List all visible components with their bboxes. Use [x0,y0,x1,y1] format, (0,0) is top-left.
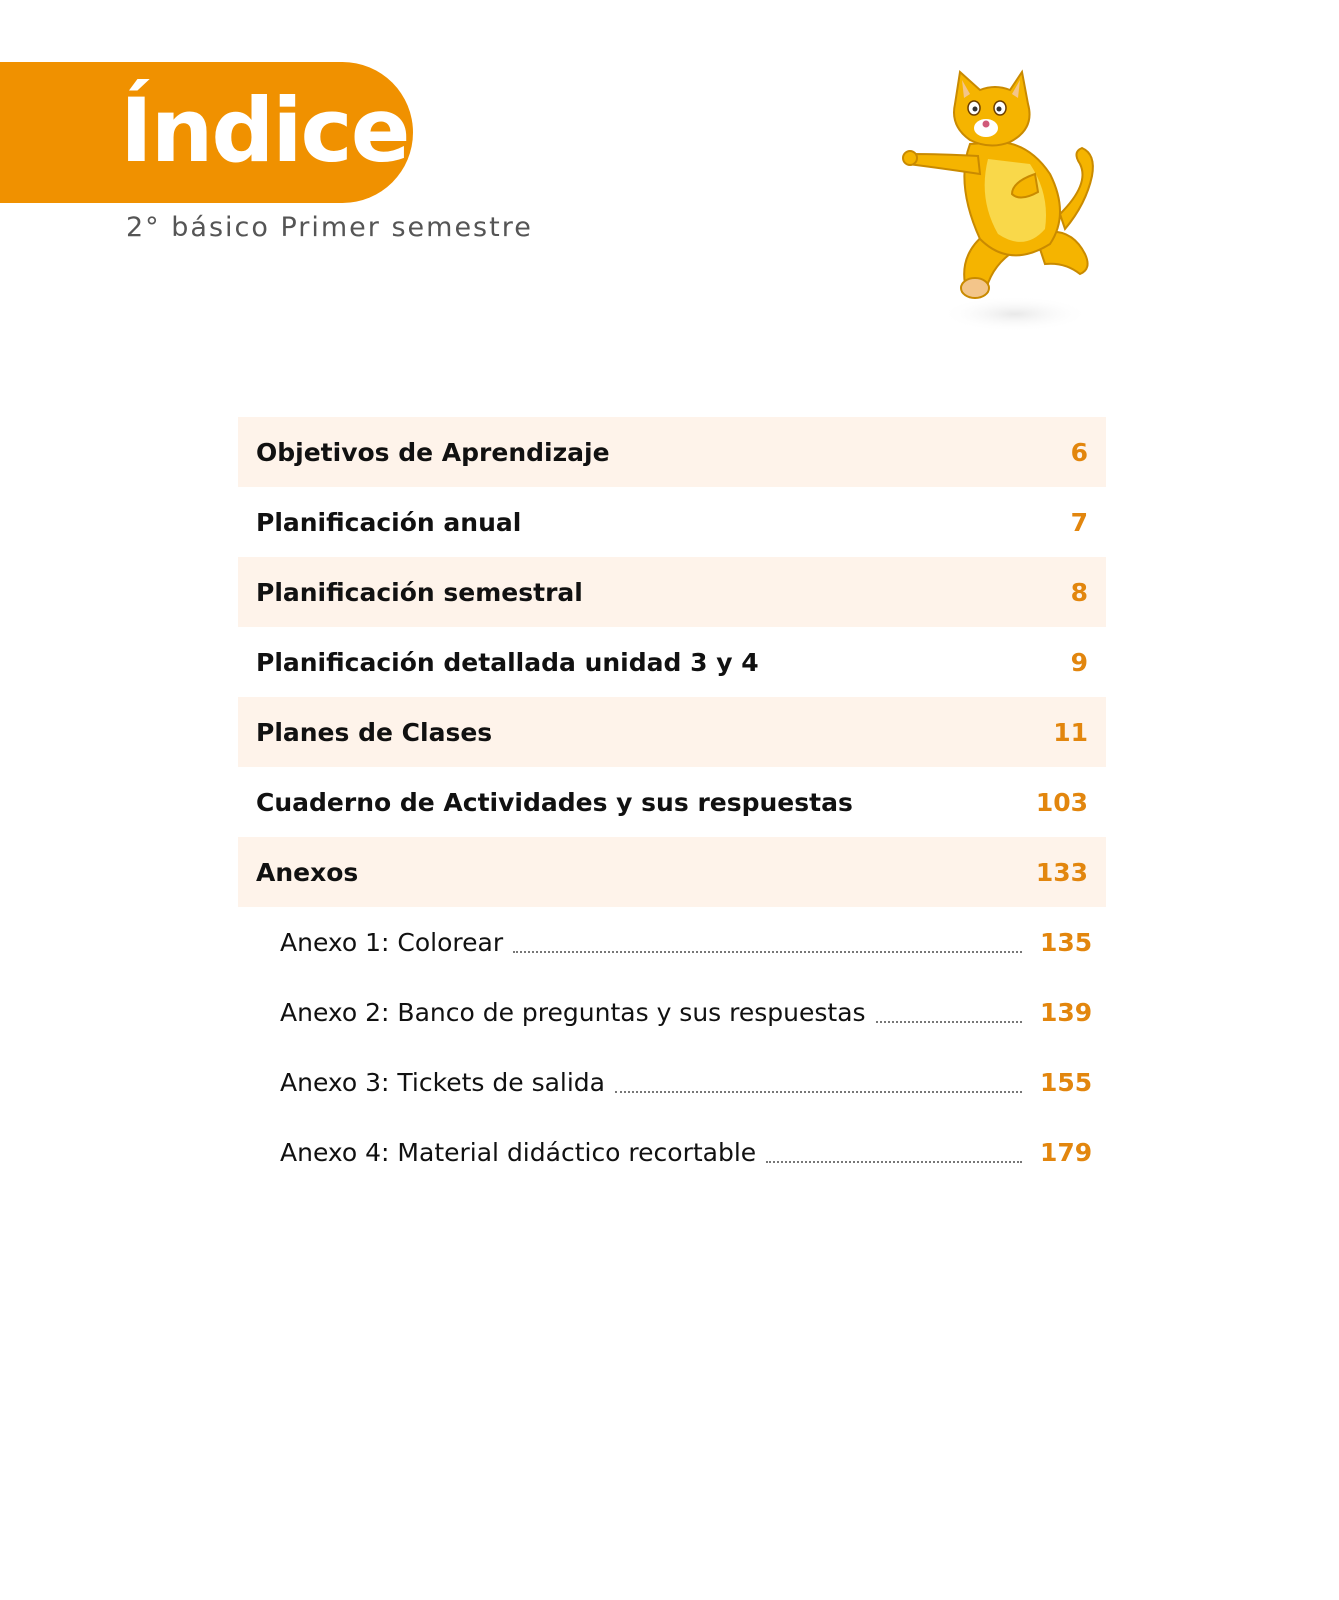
toc-entry-label: Planificación detallada unidad 3 y 4 [256,647,759,677]
toc-annex-4[interactable] [238,1117,1106,1187]
toc-entry-page: 11 [1053,717,1088,747]
toc-entry-planes-de-clases[interactable] [238,697,1106,767]
toc-annex-label: Anexo 1: Colorear [280,927,504,957]
toc-annex-1[interactable] [238,907,1106,977]
toc-annex-page: 155 [1040,1067,1093,1097]
toc-entry-label: Planes de Clases [256,717,493,747]
dot-leader [876,1021,1022,1023]
dot-leader [615,1091,1022,1093]
toc-annex-label: Anexo 3: Tickets de salida [280,1067,605,1097]
toc-annex-3[interactable] [238,1047,1106,1117]
dot-leader [766,1161,1022,1163]
toc-annex-page: 139 [1040,997,1093,1027]
toc-annex-page: 135 [1040,927,1093,957]
toc-entry-page: 7 [1070,507,1088,537]
toc-annex-label: Anexo 4: Material didáctico recortable [280,1137,757,1167]
toc-annex-page: 179 [1040,1137,1093,1167]
toc-entry-label: Planificación anual [256,507,522,537]
toc-entry-planificacion-semestral[interactable] [238,557,1106,627]
page-title: Índice [120,79,409,182]
toc-entry-cuaderno[interactable] [238,767,1106,837]
toc-annex-label: Anexo 2: Banco de preguntas y sus respuestas [280,997,866,1027]
toc-entry-anexos[interactable] [238,837,1106,907]
toc-entry-label: Planificación semestral [256,577,583,607]
toc-entry-page: 9 [1070,647,1088,677]
title-banner [0,62,413,203]
page-subtitle: 2° básico Primer semestre [126,212,533,243]
dot-leader [513,951,1022,953]
toc-entry-objetivos[interactable] [238,417,1106,487]
toc-entry-planificacion-detallada[interactable] [238,627,1106,697]
toc-entry-page: 8 [1070,577,1088,607]
toc-entry-label: Cuaderno de Actividades y sus respuestas [256,787,853,817]
toc-annex-2[interactable] [238,977,1106,1047]
toc-entry-label: Anexos [256,857,359,887]
cat-mascot-illustration [900,64,1120,344]
toc-entry-page: 103 [1035,787,1088,817]
table-of-contents [238,417,1106,1187]
toc-entry-page: 133 [1035,857,1088,887]
toc-entry-planificacion-anual[interactable] [238,487,1106,557]
toc-entry-label: Objetivos de Aprendizaje [256,437,610,467]
toc-entry-page: 6 [1070,437,1088,467]
